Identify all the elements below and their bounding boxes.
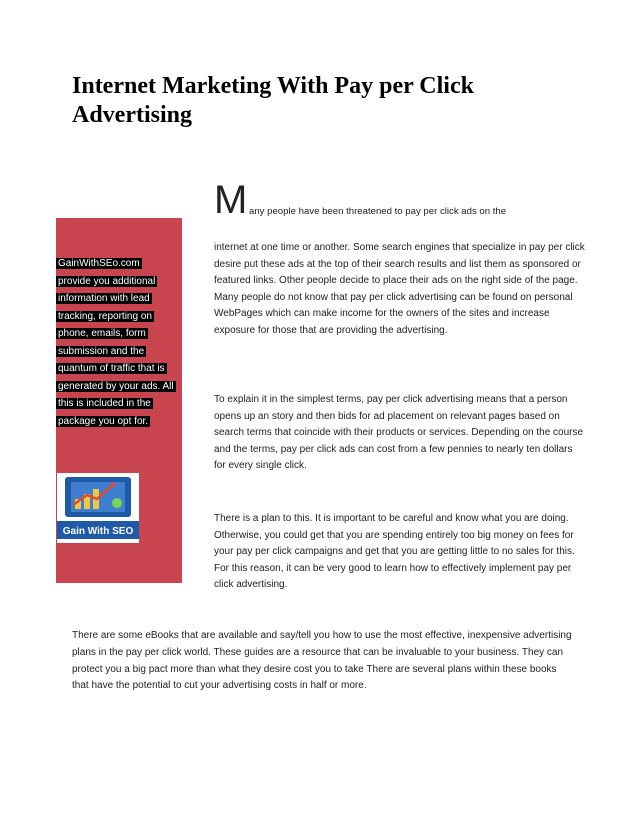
sidebar-promo <box>56 255 174 430</box>
sidebar-promo-text: GainWithSEo.com provide you additional information with lead tracking, reporting on phone, emails, form submission and the quantum of traffic that is generated by your ads. All this is included in the package you opt for. <box>58 258 174 427</box>
closing-paragraph: There are some eBooks that are available and say/tell you how to use the most effective, inexpensive advertising plans in the pay per click world. These guides are a resource that can be invaluable to your business. They can protect you a big pact more than what they desire cost you to take There are several plans within these books that have the potential to cut your advertising costs in half or more. <box>72 630 572 692</box>
body-paragraph-1: internet at one time or another. Some search engines that specialize in pay per click desire put these ads at the top of their search results and list them as sponsored or featured links. Other people decide to place their ads on the right side of the page. Many people do not know that pay per click advertising can be found on personal WebPages which can make income for the owners of the sites and increase exposure for those that are providing the advertising. <box>214 242 585 336</box>
gain-with-seo-logo <box>57 473 139 543</box>
dropcap-letter: M <box>214 178 248 222</box>
dropcap-line-text: any people have been threatened to pay per click ads on the <box>249 206 507 217</box>
body-paragraph-3: There is a plan to this. It is important to be careful and know what you are doing. Otherwise, you could get that you are spending entirely too big money on fees for your pay per click campaigns and get that you are getting little to no sales for this. For this reason, it can be very good to learn how to effectively implement pay per click advertising. <box>214 513 575 590</box>
logo-graphic <box>57 473 139 543</box>
page-title: Internet Marketing With Pay per Click Advertising <box>72 73 474 128</box>
logo-text: Gain With SEO <box>62 526 134 537</box>
dropcap-line <box>214 180 584 220</box>
body-paragraph-2: To explain it in the simplest terms, pay per click advertising means that a person opens up an story and then bids for ad placement on relevant pages based on search terms that coincide with their products or services. Depending on the course and the terms, pay per click ads can cost from a few pennies to nearly ten dollars for every single click. <box>214 394 584 471</box>
